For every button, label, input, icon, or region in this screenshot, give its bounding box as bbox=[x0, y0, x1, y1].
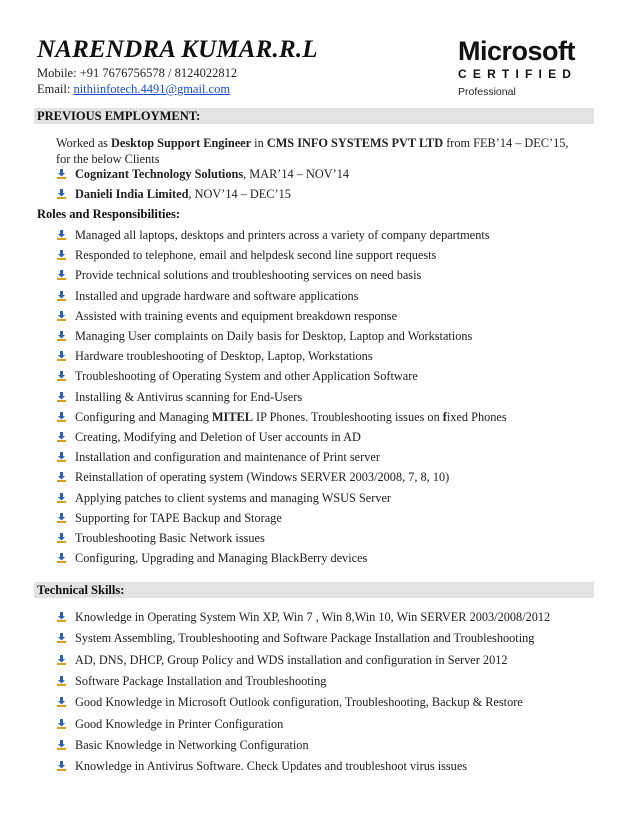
bullet-arrow-icon bbox=[56, 249, 67, 260]
bullet-arrow-icon bbox=[56, 675, 67, 686]
skill-item-text: Good Knowledge in Printer Configuration bbox=[75, 716, 284, 731]
intro-role: Desktop Support Engineer bbox=[111, 136, 252, 150]
skill-item bbox=[56, 653, 508, 668]
bullet-arrow-icon bbox=[56, 370, 67, 381]
bullet-arrow-icon bbox=[56, 391, 67, 402]
logo-certified: CERTIFIED bbox=[458, 67, 578, 81]
role-item bbox=[56, 390, 302, 405]
bullet-arrow-icon bbox=[56, 739, 67, 750]
bullet-arrow-icon bbox=[56, 310, 67, 321]
role-item-text: Hardware troubleshooting of Desktop, Laptop, Workstations bbox=[75, 349, 373, 364]
role-item-text: Troubleshooting Basic Network issues bbox=[75, 531, 265, 545]
role-item bbox=[56, 228, 490, 243]
bullet-arrow-icon bbox=[56, 290, 67, 301]
skill-item-text: Knowledge in Operating System Win XP, Win 7 , Win 8,Win 10, Win SERVER 2003/2008/2012 bbox=[75, 610, 551, 624]
intro-company: CMS INFO SYSTEMS PVT LTD bbox=[266, 136, 444, 150]
role-item bbox=[56, 289, 358, 304]
role-item bbox=[56, 369, 418, 384]
role-item-text: Installation and configuration and maintenance of Print server bbox=[75, 450, 380, 465]
logo-brand: Microsoft bbox=[458, 36, 575, 66]
bullet-arrow-icon bbox=[56, 229, 67, 240]
skill-item bbox=[56, 717, 283, 732]
email-line bbox=[37, 82, 230, 97]
role-item bbox=[56, 430, 361, 445]
bullet-arrow-icon bbox=[56, 654, 67, 665]
bullet-arrow-icon bbox=[56, 471, 67, 482]
role-item-text: Assisted with training events and equipment breakdown response bbox=[75, 308, 398, 323]
role-item bbox=[56, 309, 397, 324]
skill-item bbox=[56, 610, 550, 625]
skill-item bbox=[56, 674, 326, 689]
roles-heading: Roles and Responsibilities: bbox=[37, 207, 181, 221]
role-item bbox=[56, 248, 436, 263]
mobile-number: Mobile: +91 7676756578 / 8124022812 bbox=[37, 66, 238, 80]
role-item-text: Configuring and Managing MITEL IP Phones. Troubleshooting issues on fixed Phones bbox=[75, 409, 507, 424]
skill-item-text: Good Knowledge in Microsoft Outlook configuration, Troubleshooting, Backup & Restore bbox=[75, 695, 523, 710]
bullet-arrow-icon bbox=[56, 718, 67, 729]
intro-suffix: from FEB’14 – DEC’15, for the below Clients bbox=[56, 136, 569, 166]
logo-level: Professional bbox=[458, 86, 516, 98]
bullet-arrow-icon bbox=[56, 632, 67, 643]
role-item-text: Managed all laptops, desktops and printers across a variety of company departments bbox=[75, 228, 490, 242]
bullet-arrow-icon bbox=[56, 451, 67, 462]
role-item-text: Managing User complaints on Daily basis for Desktop, Laptop and Workstations bbox=[75, 329, 473, 343]
role-item bbox=[56, 268, 421, 283]
skill-item bbox=[56, 759, 467, 774]
bullet-arrow-icon bbox=[56, 760, 67, 771]
bullet-arrow-icon bbox=[56, 611, 67, 622]
bullet-arrow-icon bbox=[56, 350, 67, 361]
employment-intro bbox=[56, 135, 576, 167]
technical-skills-heading: Technical Skills: bbox=[34, 582, 594, 598]
role-item-text: Installing & Antivirus scanning for End-Users bbox=[75, 389, 303, 404]
role-item bbox=[56, 329, 472, 344]
role-item-text: Supporting for TAPE Backup and Storage bbox=[75, 510, 282, 525]
skill-item-text: Knowledge in Antivirus Software. Check Updates and troubleshoot virus issues bbox=[75, 759, 468, 774]
bullet-arrow-icon bbox=[56, 330, 67, 341]
email-label: Email: bbox=[37, 82, 74, 96]
role-item bbox=[56, 349, 373, 364]
bullet-arrow-icon bbox=[56, 269, 67, 280]
client-item bbox=[56, 167, 349, 182]
role-item-text: Applying patches to client systems and managing WSUS Server bbox=[75, 490, 392, 505]
skill-item-text: AD, DNS, DHCP, Group Policy and WDS installation and configuration in Server 2012 bbox=[75, 652, 508, 667]
skill-item-text: System Assembling, Troubleshooting and Software Package Installation and Troubleshooting bbox=[75, 631, 535, 646]
bullet-arrow-icon bbox=[56, 532, 67, 543]
role-item-text: Reinstallation of operating system (Windows SERVER 2003/2008, 7, 8, 10) bbox=[75, 470, 450, 485]
client-item bbox=[56, 187, 291, 202]
email-link[interactable]: nithiinfotech.4491@gmail.com bbox=[73, 82, 231, 96]
skill-item bbox=[56, 738, 309, 753]
skill-item-text: Software Package Installation and Troubleshooting bbox=[75, 673, 327, 688]
skill-item bbox=[56, 631, 534, 646]
previous-employment-heading: PREVIOUS EMPLOYMENT: bbox=[34, 108, 594, 124]
role-item-text: Creating, Modifying and Deletion of User accounts in AD bbox=[75, 430, 361, 444]
microsoft-certified-logo bbox=[458, 38, 588, 98]
role-item-text: Troubleshooting of Operating System and other Application Software bbox=[75, 369, 418, 384]
bullet-arrow-icon bbox=[56, 696, 67, 707]
role-item-text: Responded to telephone, email and helpdesk second line support requests bbox=[75, 248, 437, 263]
bullet-arrow-icon bbox=[56, 431, 67, 442]
candidate-name: NARENDRA KUMAR.R.L bbox=[37, 36, 318, 63]
bullet-arrow-icon bbox=[56, 188, 67, 199]
intro-prefix: Worked as bbox=[56, 136, 112, 150]
role-item bbox=[56, 410, 507, 425]
role-item bbox=[56, 551, 367, 566]
role-item-text: Provide technical solutions and troubleshooting services on need basis bbox=[75, 268, 422, 283]
bullet-arrow-icon bbox=[56, 512, 67, 523]
role-item bbox=[56, 531, 265, 546]
intro-mid: in bbox=[251, 136, 267, 150]
role-item-text: Configuring, Upgrading and Managing BlackBerry devices bbox=[75, 551, 368, 566]
role-item bbox=[56, 511, 282, 526]
bullet-arrow-icon bbox=[56, 552, 67, 563]
skill-item bbox=[56, 695, 523, 710]
bullet-arrow-icon bbox=[56, 492, 67, 503]
bullet-arrow-icon bbox=[56, 411, 67, 422]
client-item-text: Cognizant Technology Solutions, MAR’14 – NOV’14 bbox=[75, 167, 349, 181]
client-item-text: Danieli India Limited, NOV’14 – DEC’15 bbox=[75, 187, 291, 201]
bullet-arrow-icon bbox=[56, 168, 67, 179]
role-item bbox=[56, 491, 391, 506]
role-item bbox=[56, 450, 380, 465]
skill-item-text: Basic Knowledge in Networking Configuration bbox=[75, 737, 309, 752]
role-item bbox=[56, 470, 449, 485]
role-item-text: Installed and upgrade hardware and software applications bbox=[75, 288, 359, 303]
